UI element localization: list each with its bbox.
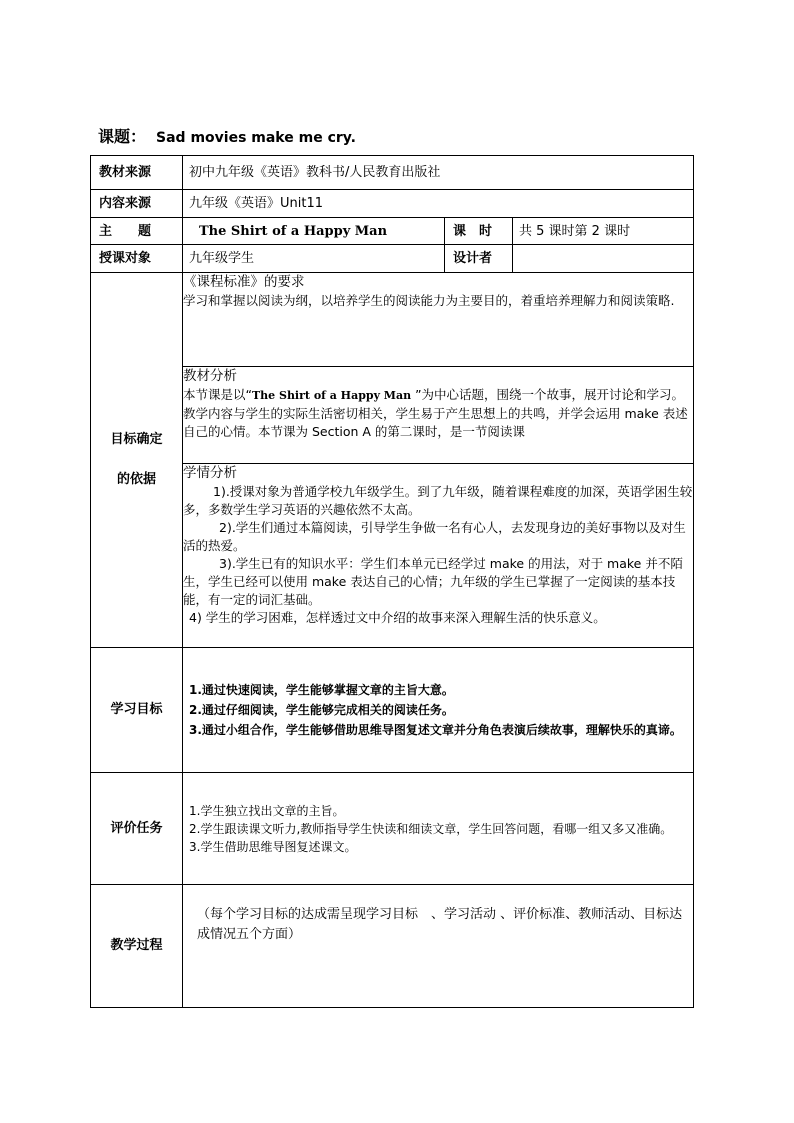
source-material-label: 教材来源 — [91, 156, 183, 190]
row-topic — [91, 218, 694, 245]
objective-item: 3.通过小组合作，学生能够借助思维导图复述文章并分角色表演后续故事，理解快乐的真谛。 — [189, 723, 682, 737]
standard-cell — [183, 273, 694, 367]
process-text: （每个学习目标的达成需呈现学习目标 、学习活动 、评价标准、教师活动、目标达成情况五个方面） — [197, 907, 683, 942]
assessment-cell — [183, 773, 694, 885]
learners-item-2: 2).学生们通过本篇阅读，引导学生争做一名有心人，去发现身边的美好事物以及对生活的热爱。 — [183, 520, 686, 553]
row-standard — [91, 273, 694, 367]
material-text — [183, 386, 693, 441]
learners-heading: 学情分析 — [183, 465, 237, 481]
material-text-before: 本节课是以“ — [183, 387, 252, 402]
page-title — [98, 124, 356, 147]
basis-label-line2: 的依据 — [116, 472, 156, 487]
assessment-label: 评价任务 — [91, 773, 183, 885]
material-text-after: ”为中心话题，围绕一个故事，展开讨论和学习。教学内容与学生的实际生活密切相关，学生易于产生思想上的共鸣，并学会运用 make 表述自己的心情。本节课为 Section A 的第二课时，是一节阅读课 — [183, 387, 688, 439]
title-english: Sad movies make me cry. — [156, 130, 356, 146]
objective-item: 1.通过快速阅读，学生能够掌握文章的主旨大意。 — [189, 683, 454, 697]
learners-item-3: 3).学生已有的知识水平：学生们本单元已经学过 make 的用法，对于 make 并不陌生，学生已经可以使用 make 表达自己的心情；九年级的学生已掌握了一定阅读的基本技能，有一定的词汇基础。 — [183, 556, 683, 607]
designer-label: 设计者 — [445, 245, 513, 273]
row-content-source — [91, 190, 694, 218]
source-material-value: 初中九年级《英语》教科书/人民教育出版社 — [183, 156, 694, 190]
learners-item-1: 1).授课对象为普通学校九年级学生。到了九年级，随着课程难度的加深，英语学困生较多，多数学生学习英语的兴趣依然不太高。 — [183, 484, 693, 517]
lesson-plan-table — [90, 155, 694, 1008]
material-text-title: The Shirt of a Happy Man — [251, 389, 412, 402]
standard-text: 学习和掌握以阅读为纲，以培养学生的阅读能力为主要目的，着重培养理解力和阅读策略. — [183, 293, 675, 308]
row-source-material — [91, 156, 694, 190]
content-source-value: 九年级《英语》Unit11 — [183, 190, 694, 218]
process-label: 教学过程 — [91, 885, 183, 1008]
objective-item: 2.通过仔细阅读，学生能够完成相关的阅读任务。 — [189, 703, 454, 717]
learners-item-4: 4) 学生的学习困难，怎样透过文中介绍的故事来深入理解生活的快乐意义。 — [189, 610, 606, 625]
objectives-label: 学习目标 — [91, 648, 183, 773]
standard-heading: 《课程标准》的要求 — [183, 274, 305, 290]
row-objectives — [91, 648, 694, 773]
material-heading: 教材分析 — [183, 368, 237, 384]
designer-value — [513, 245, 694, 273]
topic-value: The Shirt of a Happy Man — [183, 218, 445, 245]
learners-cell — [183, 464, 694, 648]
topic-label: 主 题 — [91, 218, 183, 245]
hours-label: 课 时 — [445, 218, 513, 245]
material-cell — [183, 367, 694, 464]
assessment-item: 1.学生独立找出文章的主旨。 — [189, 803, 345, 818]
row-assessment — [91, 773, 694, 885]
audience-value: 九年级学生 — [183, 245, 445, 273]
basis-label — [91, 273, 183, 648]
audience-label: 授课对象 — [91, 245, 183, 273]
title-label: 课题： — [98, 127, 147, 146]
row-process — [91, 885, 694, 1008]
row-audience — [91, 245, 694, 273]
process-cell — [183, 885, 694, 1008]
content-source-label: 内容来源 — [91, 190, 183, 218]
assessment-item: 2.学生跟读课文听力,教师指导学生快读和细读文章，学生回答问题，看哪一组又多又准确。 — [189, 821, 673, 836]
assessment-item: 3.学生借助思维导图复述课文。 — [189, 839, 357, 854]
objectives-cell — [183, 648, 694, 773]
basis-label-line1: 目标确定 — [110, 432, 163, 447]
hours-value: 共 5 课时第 2 课时 — [513, 218, 694, 245]
